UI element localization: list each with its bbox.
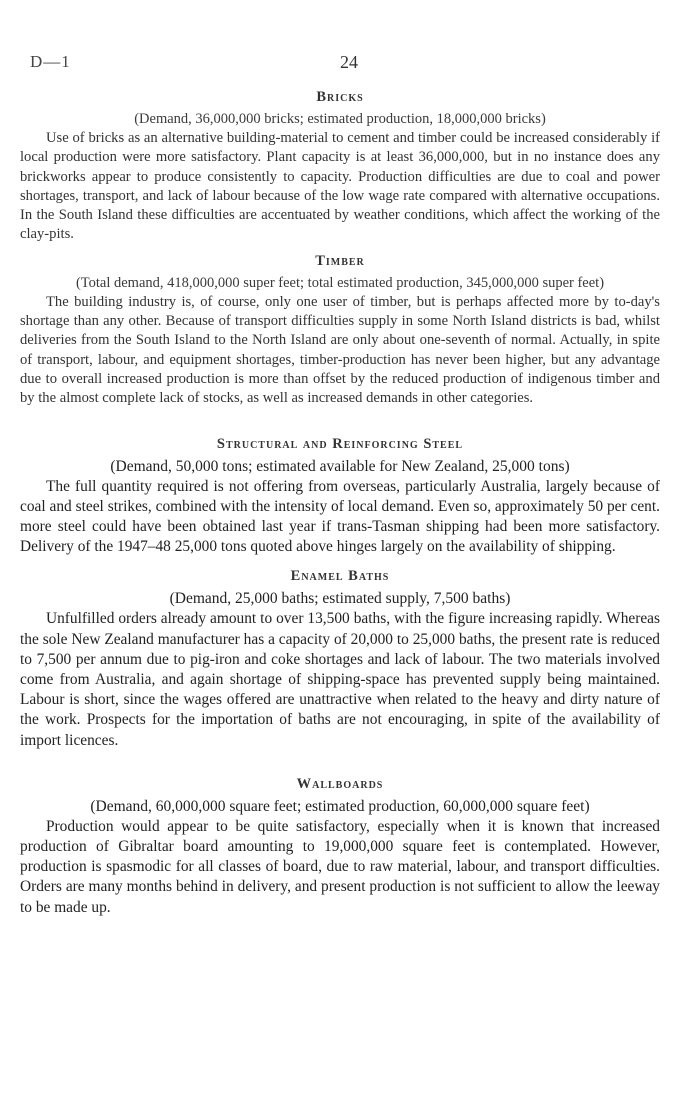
section-heading: Enamel Baths	[290, 568, 390, 585]
section-heading: Bricks	[316, 89, 364, 105]
section-body: The building industry is, of course, only one user of timber, but is perhaps affected more by to-day's shortage than any other. Because of transport difficulties supply in some North Island districts is bad, whilst deliveries from the South Island to the North Island are only about one-seventh of normal. Actually, in spite of transport, labour, and equipment shortages, timber-production has never been higher, but any advantage due to overall increased production is more than offset by the reduced production of indigenous timber and by the almost complete lack of stocks, as well as increased demands in other categories.	[20, 293, 660, 407]
section-body: The full quantity required is not offering from overseas, particularly Australia, largely because of coal and steel strikes, combined with the intensity of local demand. Even so, approximately 50 per cent. more steel could have been obtained last year if trans-Tasman shipping had been more satisfactory. Delivery of the 1947–48 25,000 tons quoted above hinges largely on the availability of shipping.	[20, 477, 660, 556]
section-heading: Structural and Reinforcing Steel	[216, 435, 464, 452]
section-heading: Wallboards	[296, 775, 384, 792]
section-structural-steel	[20, 435, 660, 558]
section-summary: (Demand, 36,000,000 bricks; estimated production, 18,000,000 bricks)	[134, 111, 546, 127]
section-summary: (Total demand, 418,000,000 super feet; total estimated production, 345,000,000 super feet)	[75, 274, 605, 291]
section-body: Production would appear to be quite satisfactory, especially when it is known that increased production of Gibraltar board amounting to 19,000,000 square feet is contemplated. However, production is spasmodic for all classes of board, due to raw material, labour, and transport difficulties. Orders are many months behind in delivery, and present production is not sufficient to allow the leeway to be made up.	[20, 817, 660, 916]
section-enamel-baths	[20, 567, 660, 750]
page-content	[20, 88, 660, 918]
section-timber	[20, 252, 660, 409]
section-body: Use of bricks as an alternative building-material to cement and timber could be increased considerably if local production were more satisfactory. Plant capacity is at least 36,000,000, but in no instance does any brickworks appear to produce consistently to capacity. Production difficulties are due to coal and power shortages, transport, and lack of labour because of the low wage rate compared with alternative occupations. In the South Island these difficulties are accentuated by weather conditions, which affect the working of the clay-pits.	[20, 130, 660, 243]
section-body: Unfulfilled orders already amount to over 13,500 baths, with the figure increasing rapidly. Whereas the sole New Zealand manufacturer has a capacity of 20,000 to 25,000 baths, the present rate is reduced to 7,500 per annum due to pig-iron and coke shortages and lack of labour. The two materials involved come from Australia, and again shortage of shipping-space has prevented supply being maintained. Labour is short, since the wages offered are unattractive when related to the heavy and dirty nature of the work. Prospects for the importation of baths are not encouraging, in spite of the availability of import licences.	[20, 610, 660, 749]
section-summary: (Demand, 50,000 tons; estimated available for New Zealand, 25,000 tons)	[110, 457, 570, 475]
section-heading: Timber	[315, 252, 365, 269]
section-summary: (Demand, 60,000,000 square feet; estimated production, 60,000,000 square feet)	[90, 797, 590, 815]
section-bricks	[20, 88, 660, 245]
document-reference: D—1	[30, 52, 71, 71]
section-summary: (Demand, 25,000 baths; estimated supply, 7,500 baths)	[169, 590, 511, 608]
section-wallboards	[20, 775, 660, 918]
running-head	[30, 52, 670, 74]
page-number: 24	[340, 52, 358, 72]
